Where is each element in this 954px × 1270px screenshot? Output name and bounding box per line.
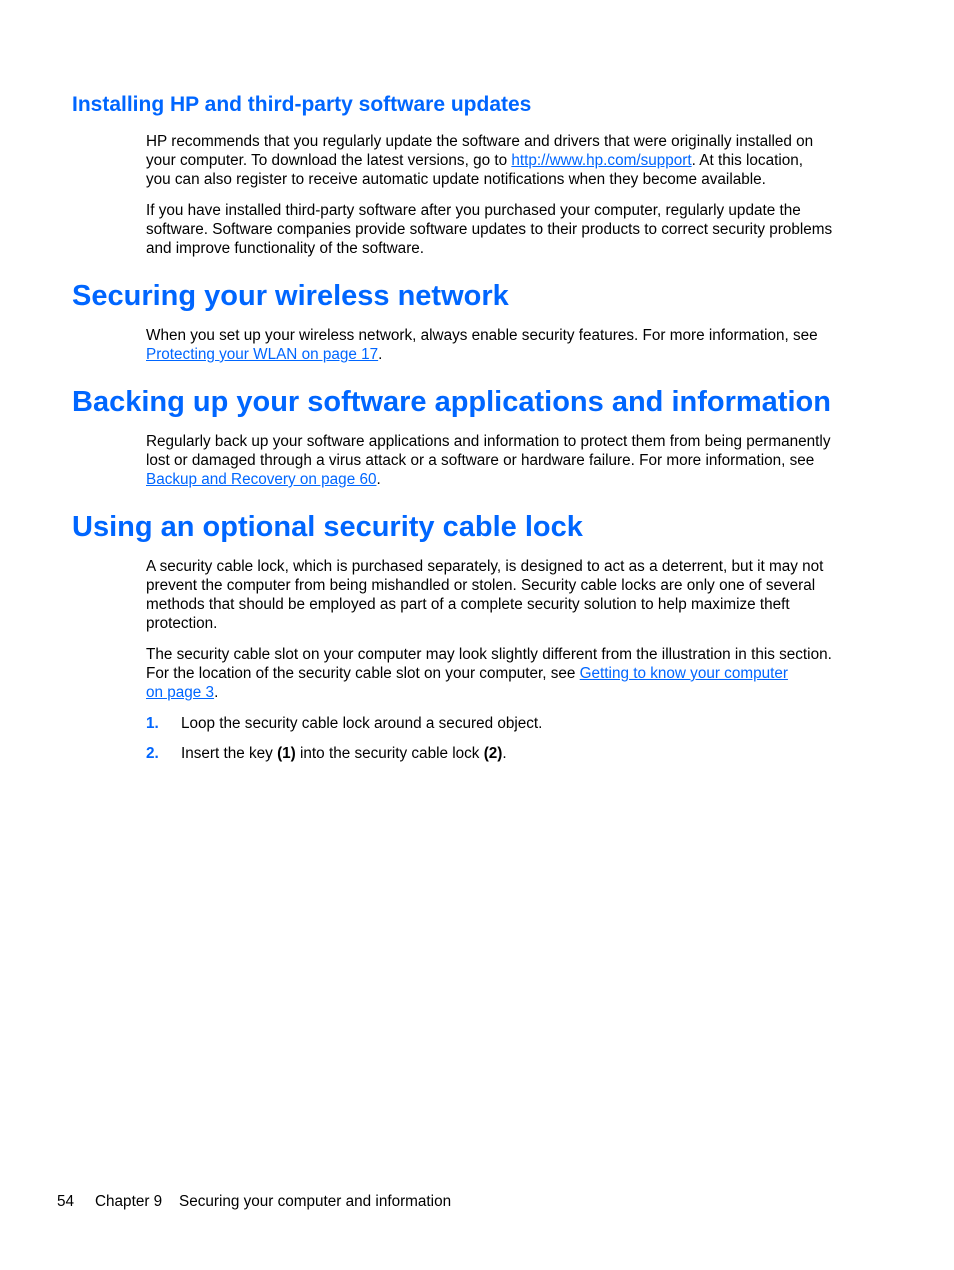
paragraph-cable-lock-1 (146, 557, 870, 633)
chapter-title: Securing your computer and information (179, 1193, 452, 1210)
text-line: HP recommends that you regularly update the software and drivers that were originally installed on (146, 133, 814, 150)
chapter-label: Chapter 9 (95, 1193, 163, 1210)
step-number: 1. (146, 715, 159, 732)
text-fragment: . At this location, (691, 152, 803, 169)
text-line (146, 345, 870, 364)
paragraph-software-updates-1 (146, 132, 870, 189)
text-line (146, 664, 870, 683)
text-fragment: . (214, 684, 219, 701)
paragraph-software-updates-2 (146, 201, 870, 258)
step-text: into the security cable lock (295, 745, 484, 762)
section-heading-wireless-network: Securing your wireless network (72, 280, 509, 312)
getting-to-know-computer-link[interactable]: Getting to know your computer (579, 665, 788, 682)
hp-support-link[interactable]: http://www.hp.com/support (511, 152, 692, 169)
text-line: prevent the computer from being mishandled or stolen. Security cable locks are only one of several (146, 577, 816, 594)
step-text: Insert the key (181, 745, 278, 762)
protecting-wlan-link[interactable]: Protecting your WLAN on page 17 (146, 346, 379, 363)
paragraph-backing-up (146, 432, 870, 489)
text-line: protection. (146, 615, 218, 632)
list-item-step-2 (146, 744, 507, 763)
text-line (146, 470, 870, 489)
paragraph-cable-lock-2 (146, 645, 870, 702)
page-number: 54 (57, 1193, 75, 1210)
text-line: methods that should be employed as part of a complete security solution to help maximize theft (146, 596, 790, 613)
text-fragment: . (376, 471, 381, 488)
step-text-bold: (2) (483, 745, 503, 762)
text-line (146, 151, 870, 170)
text-fragment: For the location of the security cable slot on your computer, see (146, 665, 580, 682)
step-text: Loop the security cable lock around a secured object. (181, 715, 543, 732)
paragraph-wireless-network (146, 326, 870, 364)
text-line: and improve functionality of the software. (146, 240, 425, 257)
text-fragment: . (378, 346, 383, 363)
backup-recovery-link[interactable]: Backup and Recovery on page 60 (146, 471, 377, 488)
section-heading-cable-lock: Using an optional security cable lock (72, 511, 583, 543)
step-text-bold: (1) (277, 745, 296, 762)
text-line: A security cable lock, which is purchased separately, is designed to act as a deterrent, but it may not (146, 558, 824, 575)
text-line: The security cable slot on your computer may look slightly different from the illustration in this section. (146, 646, 832, 663)
step-number: 2. (146, 745, 159, 762)
step-text: . (502, 745, 507, 762)
section-heading-software-updates: Installing HP and third-party software updates (72, 93, 532, 116)
getting-to-know-computer-link-page[interactable]: on page 3 (146, 684, 215, 701)
text-line: If you have installed third-party software after you purchased your computer, regularly update the (146, 202, 801, 219)
text-line: When you set up your wireless network, always enable security features. For more information, see (146, 327, 818, 344)
list-item-step-1 (146, 714, 542, 733)
text-line: lost or damaged through a virus attack or a software or hardware failure. For more information, see (146, 452, 815, 469)
page-footer (57, 1192, 451, 1211)
text-line: Regularly back up your software applications and information to protect them from being permanently (146, 433, 831, 450)
text-line: you can also register to receive automatic update notifications when they become available. (146, 171, 766, 188)
text-fragment: your computer. To download the latest versions, go to (146, 152, 512, 169)
section-heading-backing-up: Backing up your software applications and information (72, 386, 831, 418)
text-line: software. Software companies provide software updates to their products to correct security problems (146, 221, 833, 238)
text-line (146, 683, 870, 702)
